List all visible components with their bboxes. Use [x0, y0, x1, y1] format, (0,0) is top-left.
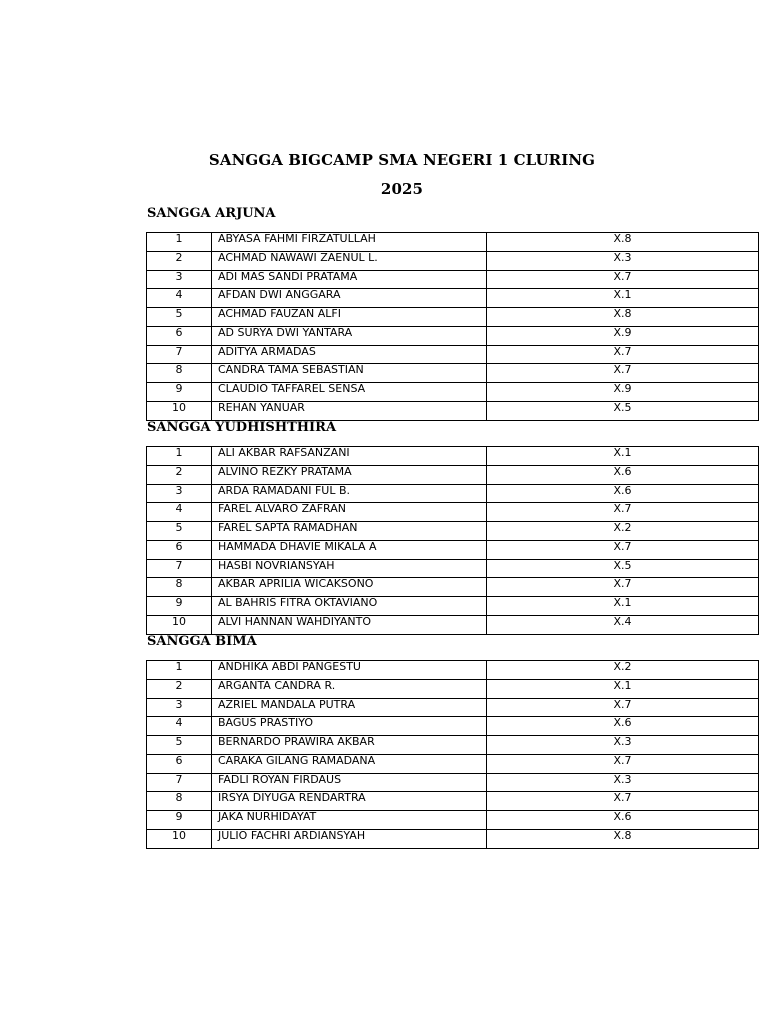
student-name-cell: ACHMAD NAWAWI ZAENUL L. — [212, 251, 487, 270]
table-row — [147, 811, 759, 830]
class-cell: X.9 — [487, 383, 759, 402]
student-name-cell: CANDRA TAMA SEBASTIAN — [212, 364, 487, 383]
student-name-cell: REHAN YANUAR — [212, 401, 487, 420]
row-number-cell: 6 — [147, 540, 212, 559]
table-row — [147, 661, 759, 680]
student-name-cell: JAKA NURHIDAYAT — [212, 811, 487, 830]
table-row — [147, 308, 759, 327]
table-row — [147, 540, 759, 559]
section-heading-yudhishthira: SANGGA YUDHISHTHIRA — [147, 420, 337, 435]
roster-table-bima — [146, 660, 759, 849]
row-number-cell: 10 — [147, 401, 212, 420]
table-row — [147, 465, 759, 484]
row-number-cell: 4 — [147, 289, 212, 308]
class-cell: X.7 — [487, 540, 759, 559]
table-row — [147, 578, 759, 597]
student-name-cell: AD SURYA DWI YANTARA — [212, 326, 487, 345]
table-row — [147, 251, 759, 270]
student-name-cell: AKBAR APRILIA WICAKSONO — [212, 578, 487, 597]
row-number-cell: 7 — [147, 773, 212, 792]
student-name-cell: ADI MAS SANDI PRATAMA — [212, 270, 487, 289]
class-cell: X.7 — [487, 754, 759, 773]
class-cell: X.7 — [487, 364, 759, 383]
row-number-cell: 4 — [147, 717, 212, 736]
row-number-cell: 9 — [147, 597, 212, 616]
class-cell: X.8 — [487, 233, 759, 252]
row-number-cell: 1 — [147, 447, 212, 466]
class-cell: X.3 — [487, 736, 759, 755]
table-row — [147, 736, 759, 755]
class-cell: X.2 — [487, 522, 759, 541]
table-row — [147, 503, 759, 522]
class-cell: X.9 — [487, 326, 759, 345]
table-row — [147, 717, 759, 736]
row-number-cell: 7 — [147, 345, 212, 364]
table-row — [147, 522, 759, 541]
table-row — [147, 679, 759, 698]
class-cell: X.8 — [487, 308, 759, 327]
table-row — [147, 383, 759, 402]
student-name-cell: ALVI HANNAN WAHDIYANTO — [212, 615, 487, 634]
table-row — [147, 773, 759, 792]
row-number-cell: 8 — [147, 792, 212, 811]
table-row — [147, 829, 759, 848]
table-row — [147, 401, 759, 420]
class-cell: X.6 — [487, 717, 759, 736]
table-row — [147, 233, 759, 252]
class-cell: X.1 — [487, 597, 759, 616]
class-cell: X.6 — [487, 465, 759, 484]
row-number-cell: 3 — [147, 270, 212, 289]
row-number-cell: 8 — [147, 578, 212, 597]
class-cell: X.6 — [487, 484, 759, 503]
student-name-cell: CLAUDIO TAFFAREL SENSA — [212, 383, 487, 402]
class-cell: X.7 — [487, 698, 759, 717]
row-number-cell: 3 — [147, 484, 212, 503]
row-number-cell: 10 — [147, 615, 212, 634]
table-row — [147, 484, 759, 503]
row-number-cell: 9 — [147, 811, 212, 830]
row-number-cell: 2 — [147, 679, 212, 698]
table-row — [147, 326, 759, 345]
row-number-cell: 2 — [147, 251, 212, 270]
row-number-cell: 7 — [147, 559, 212, 578]
student-name-cell: ANDHIKA ABDI PANGESTU — [212, 661, 487, 680]
student-name-cell: HAMMADA DHAVIE MIKALA A — [212, 540, 487, 559]
class-cell: X.7 — [487, 578, 759, 597]
class-cell: X.2 — [487, 661, 759, 680]
class-cell: X.5 — [487, 401, 759, 420]
student-name-cell: AL BAHRIS FITRA OKTAVIANO — [212, 597, 487, 616]
row-number-cell: 5 — [147, 736, 212, 755]
roster-table-arjuna — [146, 232, 759, 421]
row-number-cell: 5 — [147, 308, 212, 327]
class-cell: X.4 — [487, 615, 759, 634]
class-cell: X.7 — [487, 270, 759, 289]
table-row — [147, 270, 759, 289]
section-heading-bima: SANGGA BIMA — [147, 634, 257, 649]
document-title: SANGGA BIGCAMP SMA NEGERI 1 CLURING — [208, 151, 596, 169]
row-number-cell: 1 — [147, 661, 212, 680]
table-row — [147, 754, 759, 773]
class-cell: X.3 — [487, 773, 759, 792]
student-name-cell: FAREL ALVARO ZAFRAN — [212, 503, 487, 522]
row-number-cell: 2 — [147, 465, 212, 484]
student-name-cell: FAREL SAPTA RAMADHAN — [212, 522, 487, 541]
student-name-cell: CARAKA GILANG RAMADANA — [212, 754, 487, 773]
row-number-cell: 6 — [147, 326, 212, 345]
student-name-cell: HASBI NOVRIANSYAH — [212, 559, 487, 578]
class-cell: X.7 — [487, 345, 759, 364]
student-name-cell: AFDAN DWI ANGGARA — [212, 289, 487, 308]
student-name-cell: ALI AKBAR RAFSANZANI — [212, 447, 487, 466]
row-number-cell: 8 — [147, 364, 212, 383]
row-number-cell: 9 — [147, 383, 212, 402]
class-cell: X.1 — [487, 289, 759, 308]
table-row — [147, 792, 759, 811]
class-cell: X.1 — [487, 447, 759, 466]
row-number-cell: 4 — [147, 503, 212, 522]
student-name-cell: BERNARDO PRAWIRA AKBAR — [212, 736, 487, 755]
table-row — [147, 364, 759, 383]
student-name-cell: ACHMAD FAUZAN ALFI — [212, 308, 487, 327]
document-year: 2025 — [380, 180, 424, 198]
class-cell: X.8 — [487, 829, 759, 848]
class-cell: X.7 — [487, 792, 759, 811]
student-name-cell: JULIO FACHRI ARDIANSYAH — [212, 829, 487, 848]
table-row — [147, 597, 759, 616]
roster-table-yudhishthira — [146, 446, 759, 635]
class-cell: X.1 — [487, 679, 759, 698]
row-number-cell: 5 — [147, 522, 212, 541]
student-name-cell: ARGANTA CANDRA R. — [212, 679, 487, 698]
student-name-cell: ABYASA FAHMI FIRZATULLAH — [212, 233, 487, 252]
student-name-cell: FADLI ROYAN FIRDAUS — [212, 773, 487, 792]
student-name-cell: BAGUS PRASTIYO — [212, 717, 487, 736]
class-cell: X.3 — [487, 251, 759, 270]
student-name-cell: ARDA RAMADANI FUL B. — [212, 484, 487, 503]
table-row — [147, 447, 759, 466]
student-name-cell: ALVINO REZKY PRATAMA — [212, 465, 487, 484]
student-name-cell: IRSYA DIYUGA RENDARTRA — [212, 792, 487, 811]
student-name-cell: ADITYA ARMADAS — [212, 345, 487, 364]
row-number-cell: 10 — [147, 829, 212, 848]
class-cell: X.7 — [487, 503, 759, 522]
table-row — [147, 345, 759, 364]
table-row — [147, 289, 759, 308]
row-number-cell: 1 — [147, 233, 212, 252]
table-row — [147, 559, 759, 578]
table-row — [147, 698, 759, 717]
table-row — [147, 615, 759, 634]
student-name-cell: AZRIEL MANDALA PUTRA — [212, 698, 487, 717]
row-number-cell: 6 — [147, 754, 212, 773]
class-cell: X.5 — [487, 559, 759, 578]
section-heading-arjuna: SANGGA ARJUNA — [147, 206, 276, 221]
row-number-cell: 3 — [147, 698, 212, 717]
class-cell: X.6 — [487, 811, 759, 830]
